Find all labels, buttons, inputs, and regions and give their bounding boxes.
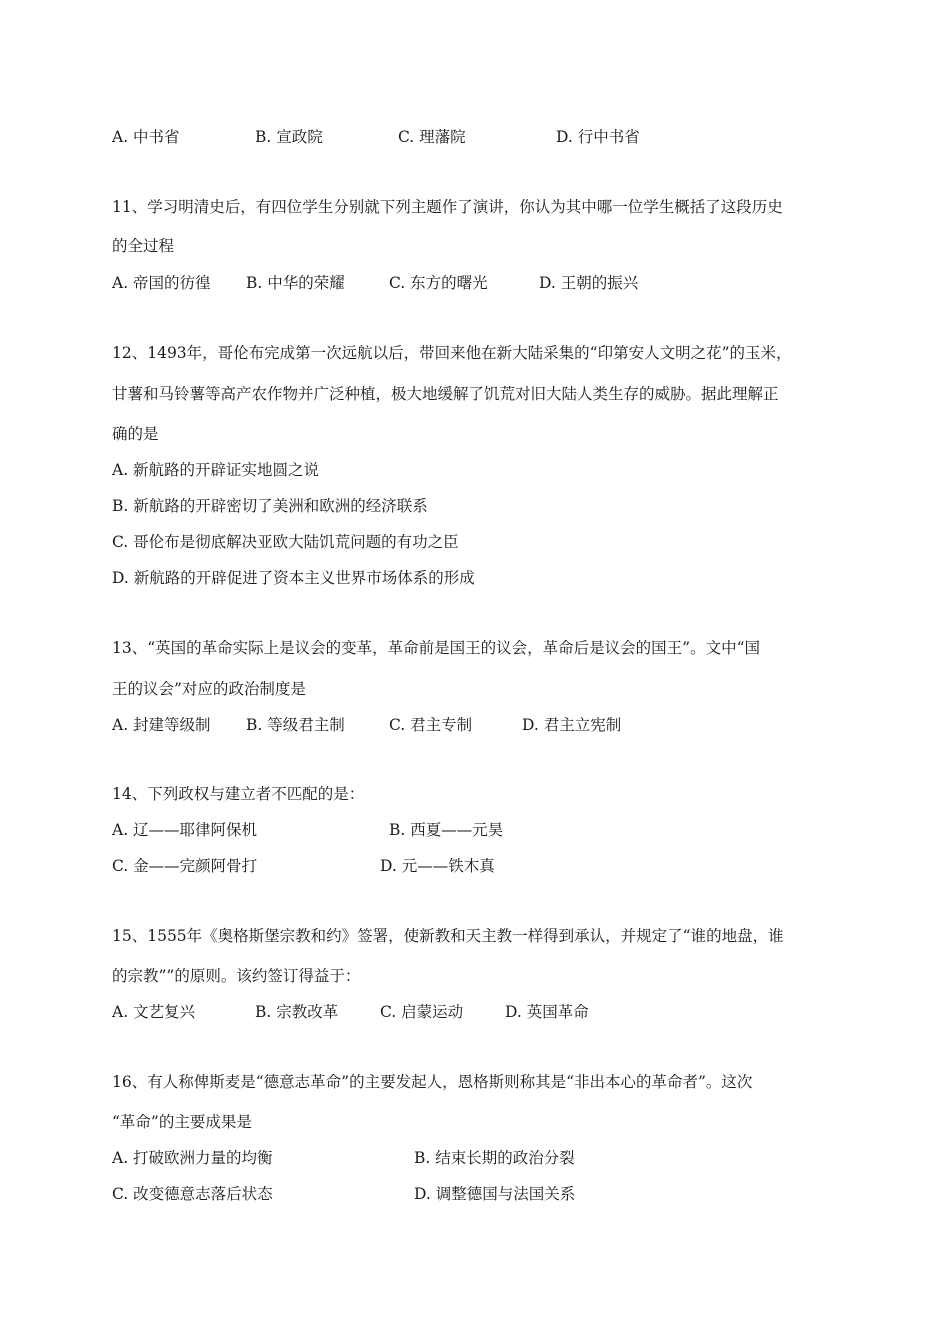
q16-stem-line-1: 16、有人称俾斯麦是“德意志革命”的主要发起人，恩格斯则称其是“非出本心的革命者”。这次: [112, 1073, 753, 1091]
q15-option-d: D. 英国革命: [505, 1003, 589, 1021]
q16-stem-line-2: “革命”的主要成果是: [112, 1113, 252, 1131]
q11-option-a: A. 帝国的彷徨: [112, 274, 211, 292]
q14-option-c: C. 金——完颜阿骨打: [112, 857, 258, 875]
q15-option-b: B. 宗教改革: [255, 1003, 339, 1021]
q10-option-d: D. 行中书省: [556, 128, 640, 146]
q11-option-b: B. 中华的荣耀: [246, 274, 345, 292]
q10-option-c: C. 理藩院: [398, 128, 466, 146]
q12-option-a: A. 新航路的开辟证实地圆之说: [112, 461, 320, 479]
q14-option-d: D. 元——铁木真: [380, 857, 495, 875]
q11-option-c: C. 东方的曙光: [389, 274, 488, 292]
q13-option-c: C. 君主专制: [389, 716, 473, 734]
q15-option-a: A. 文艺复兴: [112, 1003, 196, 1021]
q11-stem-line-1: 11、学习明清史后，有四位学生分别就下列主题作了演讲，你认为其中哪一位学生概括了这段历史: [112, 198, 783, 216]
q14-stem-line-1: 14、下列政权与建立者不匹配的是：: [112, 785, 365, 803]
q12-stem-line-2: 甘薯和马铃薯等高产农作物并广泛种植，极大地缓解了饥荒对旧大陆人类生存的威胁。据此理解正: [112, 385, 779, 403]
q13-option-b: B. 等级君主制: [246, 716, 345, 734]
q10-option-b: B. 宣政院: [255, 128, 323, 146]
q15-stem-line-2: 的宗教””的原则。该约签订得益于：: [112, 967, 361, 985]
q12-option-d: D. 新航路的开辟促进了资本主义世界市场体系的形成: [112, 569, 475, 587]
q16-option-a: A. 打破欧洲力量的均衡: [112, 1149, 273, 1167]
q12-stem-line-3: 确的是: [112, 425, 159, 443]
q10-option-a: A. 中书省: [112, 128, 180, 146]
q15-option-c: C. 启蒙运动: [380, 1003, 464, 1021]
q16-option-d: D. 调整德国与法国关系: [414, 1185, 576, 1203]
q13-stem-line-1: 13、“英国的革命实际上是议会的变革，革命前是国王的议会，革命后是议会的国王”。文中“国: [112, 639, 760, 657]
q12-stem-line-1: 12、1493年，哥伦布完成第一次远航以后，带回来他在新大陆采集的“印第安人文明之花”的玉米，: [112, 344, 792, 362]
q15-stem-line-1: 15、1555年《奥格斯堡宗教和约》签署，使新教和天主教一样得到承认，并规定了“谁的地盘，谁: [112, 927, 784, 945]
q13-option-d: D. 君主立宪制: [522, 716, 622, 734]
q12-option-c: C. 哥伦布是彻底解决亚欧大陆饥荒问题的有功之臣: [112, 533, 459, 551]
q16-option-c: C. 改变德意志落后状态: [112, 1185, 273, 1203]
q16-option-b: B. 结束长期的政治分裂: [414, 1149, 575, 1167]
q12-option-b: B. 新航路的开辟密切了美洲和欧洲的经济联系: [112, 497, 428, 515]
q11-option-d: D. 王朝的振兴: [539, 274, 639, 292]
q13-stem-line-2: 王的议会”对应的政治制度是: [112, 680, 306, 698]
q13-option-a: A. 封建等级制: [112, 716, 211, 734]
q14-option-a: A. 辽——耶律阿保机: [112, 821, 258, 839]
q14-option-b: B. 西夏——元昊: [389, 821, 504, 839]
q11-stem-line-2: 的全过程: [112, 237, 175, 255]
